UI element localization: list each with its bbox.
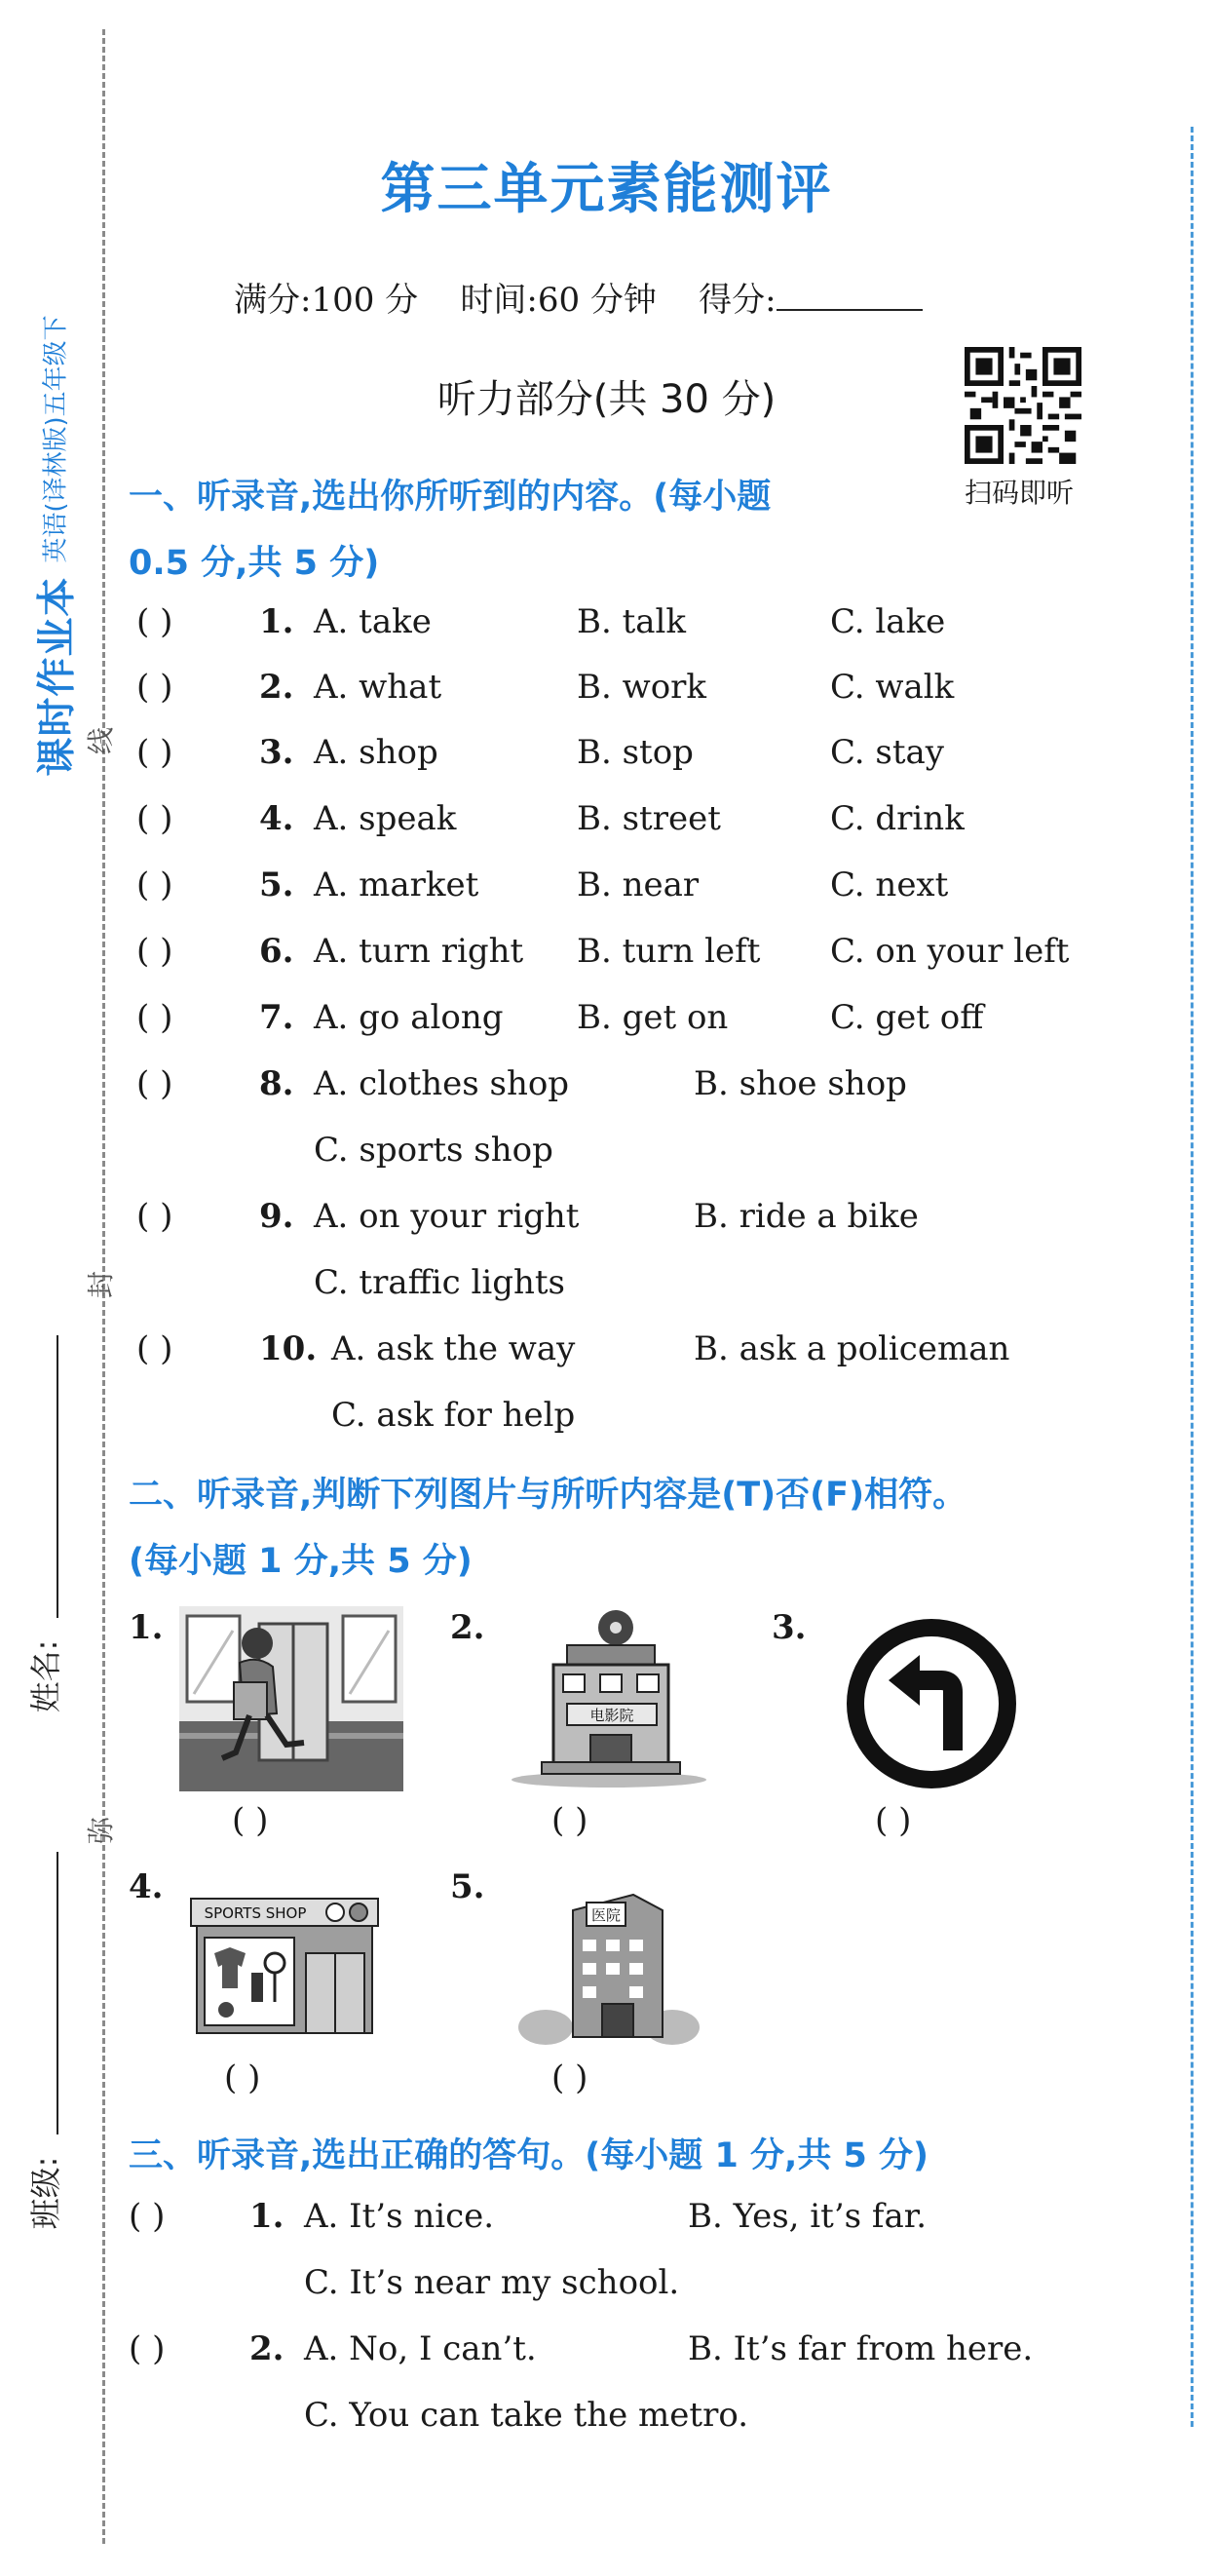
option-a: A. ask the way [331,1329,576,1368]
option-b: B. ride a bike [694,1197,919,1236]
option-c: C. ask for help [331,1396,576,1435]
option-a: A. No, I can’t. [304,2329,537,2368]
option-c: C. You can take the metro. [304,2396,749,2435]
option-a: A. market [314,865,479,904]
question-number: 2. [259,668,294,707]
option-a: A. go along [314,998,504,1037]
hospital-building-icon [516,1881,701,2047]
picture-number: 3. [772,1608,807,1647]
question-number: 2. [249,2329,284,2368]
answer-blank[interactable]: ( ) [136,602,173,641]
qr-caption: 扫码即听 [965,477,1075,509]
picture-number: 4. [129,1867,164,1906]
section2-heading: 二、听录音,判断下列图片与所听内容是(T)否(F)相符。 [129,1476,967,1515]
answer-blank[interactable]: ( ) [232,1801,269,1840]
picture-number: 1. [129,1608,164,1647]
answer-blank[interactable]: ( ) [136,1329,173,1368]
answer-blank[interactable]: ( ) [136,1197,173,1236]
option-c: C. on your left [830,932,1070,971]
sports-shop-icon [187,1895,382,2041]
listening-title: 听力部分(共 30 分) [436,377,777,422]
seal-char-line: 线 [85,726,118,755]
seal-char-close: 弥 [85,1816,118,1845]
score-label: 得分: [699,281,777,320]
question-number: 9. [259,1197,294,1236]
answer-blank[interactable]: ( ) [136,1064,173,1103]
question-number: 1. [259,602,294,641]
option-a: A. It’s nice. [304,2197,495,2236]
answer-blank[interactable]: ( ) [129,2329,166,2368]
option-c: C. walk [830,668,955,707]
answer-blank[interactable]: ( ) [136,998,173,1037]
answer-blank[interactable]: ( ) [551,2058,588,2097]
answer-blank[interactable]: ( ) [136,865,173,904]
picture-number: 5. [450,1867,485,1906]
class-line [57,1852,58,2134]
question-number: 6. [259,932,294,971]
picture-number: 2. [450,1608,485,1647]
cinema-sign: 电影院 [589,1707,634,1724]
question-number: 4. [259,799,294,838]
section2-heading-cont: (每小题 1 分,共 5 分) [129,1542,473,1581]
answer-blank[interactable]: ( ) [551,1801,588,1840]
option-b: B. stop [577,733,694,772]
option-a: A. on your right [314,1197,580,1236]
exam-meta [234,273,923,321]
option-a: A. take [314,602,432,641]
brand-subtitle: 英语(译林版)五年级下 [41,315,71,563]
answer-blank[interactable]: ( ) [129,2197,166,2236]
answer-blank[interactable]: ( ) [136,799,173,838]
answer-blank[interactable]: ( ) [136,932,173,971]
question-number: 5. [259,865,294,904]
option-b: B. near [577,865,700,904]
answer-blank[interactable]: ( ) [875,1801,912,1840]
sports-shop-sign: SPORTS SHOP [204,1904,307,1922]
option-c: C. drink [830,799,965,838]
turn-left-sign-icon [844,1616,1019,1791]
option-c: C. get off [830,998,984,1037]
option-b: B. turn left [577,932,761,971]
answer-blank[interactable]: ( ) [136,733,173,772]
option-a: A. turn right [314,932,524,971]
cinema-building-icon [507,1606,711,1791]
option-c: C. traffic lights [314,1263,566,1302]
option-b: B. work [577,668,707,707]
section3-heading: 三、听录音,选出正确的答句。(每小题 1 分,共 5 分) [129,2136,929,2175]
option-b: B. shoe shop [694,1064,907,1103]
option-b: B. It’s far from here. [688,2329,1034,2368]
option-a: A. what [314,668,442,707]
question-number: 1. [249,2197,284,2236]
right-dashed-border [1191,127,1194,2427]
option-a: A. speak [314,799,457,838]
option-b: B. Yes, it’s far. [688,2197,928,2236]
question-number: 8. [259,1064,294,1103]
option-b: B. ask a policeman [694,1329,1010,1368]
question-number: 3. [259,733,294,772]
option-c: C. lake [830,602,946,641]
option-c: C. sports shop [314,1131,553,1170]
question-number: 7. [259,998,294,1037]
brand-logo: 课时作业本 [34,576,80,777]
option-c: C. next [830,865,949,904]
seal-char-seal: 封 [85,1270,118,1299]
option-c: C. stay [830,733,945,772]
option-b: B. street [577,799,721,838]
answer-blank[interactable]: ( ) [136,668,173,707]
answer-blank[interactable]: ( ) [224,2058,261,2097]
question-number: 10. [259,1329,318,1368]
qr-code-icon[interactable] [965,347,1081,464]
option-b: B. get on [577,998,729,1037]
option-a: A. shop [314,733,438,772]
option-c: C. It’s near my school. [304,2263,680,2302]
full-marks: 满分:100 分 [234,281,419,320]
section1-heading: 一、听录音,选出你所听到的内容。(每小题 [129,478,772,517]
name-line [57,1335,58,1618]
hospital-sign: 医院 [590,1906,622,1924]
option-a: A. clothes shop [314,1064,570,1103]
person-running-metro-icon [179,1606,403,1791]
time-limit: 时间:60 分钟 [460,281,657,320]
page-title: 第三单元素能测评 [380,158,833,221]
score-blank[interactable] [777,284,923,311]
section1-heading-cont: 0.5 分,共 5 分) [129,544,380,583]
option-b: B. talk [577,602,687,641]
